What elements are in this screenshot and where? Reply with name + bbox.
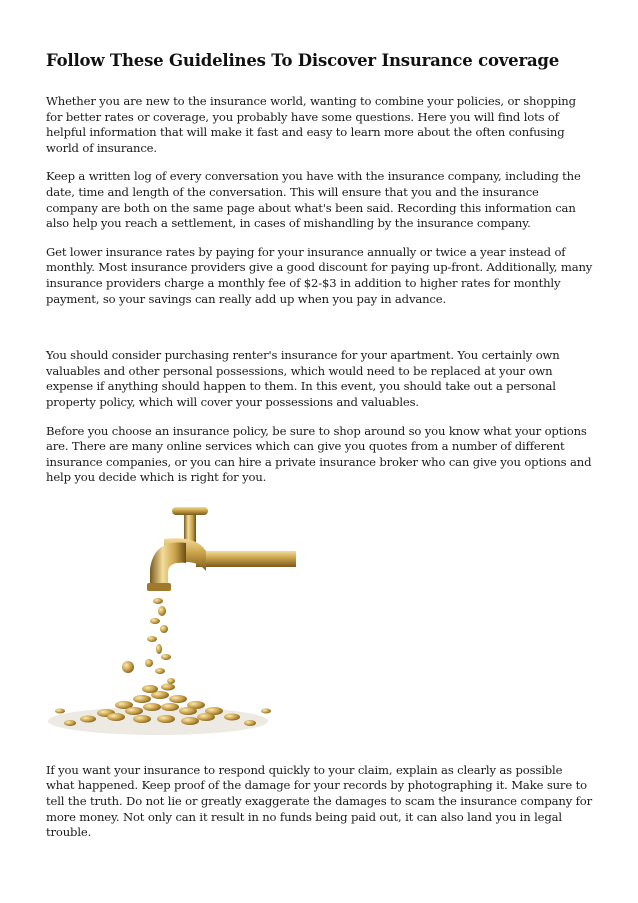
paragraph-shop-around: Before you choose an insurance policy, be sure to shop around so you know what your options are. There are many online services which can give you quotes from a number of different insurance companies, or you can hire a private insurance broker who can give you options and help you decide which is right for you. [46, 423, 592, 485]
blank-gap [46, 320, 594, 348]
paragraph-lower-rates: Get lower insurance rates by paying for your insurance annually or twice a year instead of monthly. Most insurance providers give a good discount for paying up-front. Additionally, many insurance providers charge a monthly fee of $2-$3 in addition to higher rates for monthly payment, so your savings can really add up when you pay in advance. [46, 244, 593, 306]
paragraph-claim-response: If you want your insurance to respond quickly to your claim, explain as clearly as possible what happened. Keep proof of the damage for your records by photographing it. Make sure to tell the truth. Do not lie or greatly exaggerate the damages to scam the insurance company for more money. Not only can it result in no funds being paid out, it can also land you in legal trouble. [46, 762, 593, 840]
paragraph-written-log: Keep a written log of every conversation you have with the insurance company, including the date, time and length of the conversation. This will ensure that you and the insurance company are both on the same page about what's been said. Recording this information can also help you reach a settlement, in cases of mishandling by the insurance company. [46, 169, 581, 231]
paragraph-renters-insurance: You should consider purchasing renter's insurance for your apartment. You certainly own valuables and other personal possessions, which would need to be replaced at your own expense if anything should happen to them. In this event, you should take out a personal property policy, which will cover your possessions and valuables. [46, 348, 560, 409]
document-title: Follow These Guidelines To Discover Insurance coverage [46, 51, 560, 70]
faucet-coins-image [46, 499, 296, 741]
paragraph-intro: Whether you are new to the insurance world, wanting to combine your policies, or shopping for better rates or coverage, you probably have some questions. Here you will find lots of helpful information that will make it fast and easy to learn more about the often confusing world of insurance. [46, 94, 576, 155]
document-page [46, 50, 594, 854]
